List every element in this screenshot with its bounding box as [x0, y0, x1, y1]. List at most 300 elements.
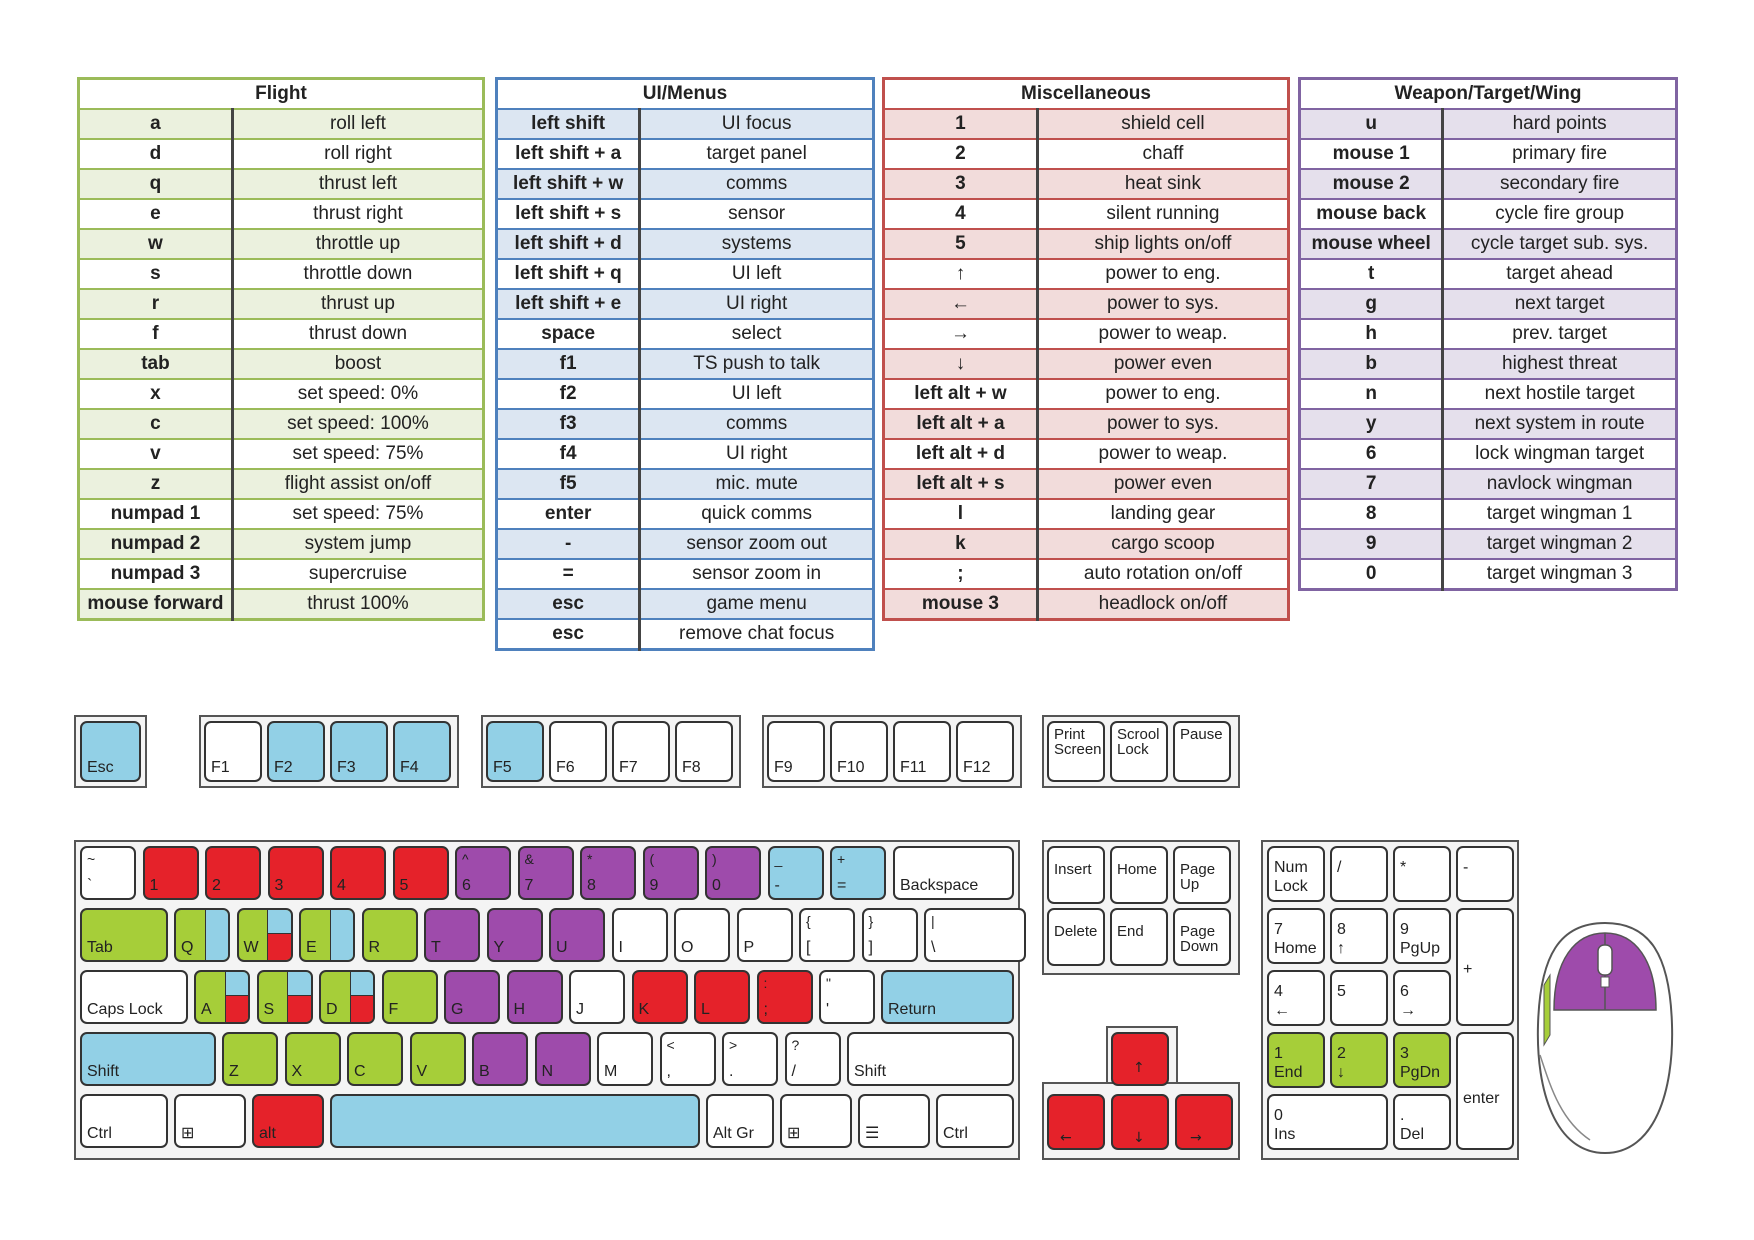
- action-cell: set speed: 75%: [232, 499, 483, 529]
- key-shift-label: Page Down: [1180, 923, 1219, 955]
- table-row: [497, 289, 874, 319]
- table-row: [1300, 439, 1677, 469]
- action-cell: roll left: [232, 109, 483, 139]
- key-shift-label: Insert: [1054, 861, 1092, 878]
- table-row: [1300, 199, 1677, 229]
- action-cell: throttle down: [232, 259, 483, 289]
- key-num-8: [1330, 908, 1388, 964]
- table-row: [1300, 139, 1677, 169]
- table-row: [497, 199, 874, 229]
- key-cell: left shift + a: [497, 139, 640, 169]
- table-row: [884, 259, 1289, 289]
- key-label: Caps Lock: [87, 1001, 163, 1018]
- table-row: [497, 109, 874, 139]
- key-shift-label: 3 PgDn: [1400, 1045, 1441, 1081]
- key-menu-icon: [858, 1094, 930, 1148]
- key-f8: [675, 721, 733, 782]
- flight-table-title: Flight: [79, 79, 484, 110]
- key-K: [632, 970, 688, 1024]
- key-cell: left alt + s: [884, 469, 1038, 499]
- key-cell: mouse 1: [1300, 139, 1443, 169]
- key-label: S: [263, 1001, 275, 1018]
- table-row: [1300, 259, 1677, 289]
- key-cell: 0: [1300, 559, 1443, 590]
- action-cell: thrust up: [232, 289, 483, 319]
- key-label: H: [513, 1001, 526, 1018]
- key-shift-label: 6 →: [1400, 983, 1416, 1019]
- key-cell: c: [79, 409, 233, 439]
- action-cell: flight assist on/off: [232, 469, 483, 499]
- key-cell: a: [79, 109, 233, 139]
- key-arrow-up: [1111, 1032, 1169, 1086]
- table-row: [884, 469, 1289, 499]
- key-label: Ctrl: [943, 1125, 968, 1142]
- table-row: [1300, 529, 1677, 559]
- key-nav-4: [1110, 908, 1168, 966]
- key-cell: =: [497, 559, 640, 589]
- action-cell: power even: [1037, 469, 1288, 499]
- key--: [768, 846, 824, 900]
- key-sys-0: [1047, 721, 1105, 782]
- key-label: Shift: [854, 1063, 887, 1080]
- key-label: 0: [712, 877, 721, 894]
- action-cell: thrust 100%: [232, 589, 483, 620]
- key-label: N: [541, 1063, 554, 1080]
- action-cell: select: [640, 319, 874, 349]
- key-E: [299, 908, 355, 962]
- key-L: [694, 970, 750, 1024]
- table-row: [884, 169, 1289, 199]
- action-cell: hard points: [1443, 109, 1677, 139]
- key-label: F11: [900, 759, 927, 776]
- table-row: [79, 439, 484, 469]
- action-cell: sensor zoom in: [640, 559, 874, 589]
- table-row: [497, 529, 874, 559]
- key-cell: left alt + a: [884, 409, 1038, 439]
- key-label: F6: [556, 759, 575, 776]
- table-row: [497, 259, 874, 289]
- key-M: [597, 1032, 653, 1086]
- key-shift-label: enter: [1463, 1090, 1500, 1107]
- key-shift-label: 5: [1337, 983, 1346, 1000]
- table-row: [497, 619, 874, 650]
- table-row: [79, 229, 484, 259]
- key-cell: t: [1300, 259, 1443, 289]
- key-label: -: [774, 877, 780, 894]
- action-cell: next hostile target: [1443, 379, 1677, 409]
- key-label: C: [354, 1063, 366, 1080]
- key-cell: l: [884, 499, 1038, 529]
- key-cell: w: [79, 229, 233, 259]
- table-row: [884, 229, 1289, 259]
- key-shift-label: (: [649, 851, 655, 867]
- key-cell: n: [1300, 379, 1443, 409]
- key-arrow-right: [1175, 1094, 1233, 1150]
- key-label: 4: [337, 877, 346, 894]
- key-shift-label: ): [712, 851, 717, 867]
- key-cell: f: [79, 319, 233, 349]
- key-cell: left shift + e: [497, 289, 640, 319]
- key-O: [674, 908, 730, 962]
- table-row: [1300, 499, 1677, 529]
- key-cell: f1: [497, 349, 640, 379]
- key-label: Esc: [87, 759, 114, 776]
- key-backspace: [893, 846, 1014, 900]
- key-label: T: [431, 939, 441, 956]
- key-label: Return: [888, 1001, 937, 1018]
- key-f11: [893, 721, 951, 782]
- key-Y: [487, 908, 543, 962]
- key-f3: [330, 721, 388, 782]
- action-cell: heat sink: [1037, 169, 1288, 199]
- flight-table: [77, 77, 485, 621]
- key-W: [237, 908, 293, 962]
- key-cell: f4: [497, 439, 640, 469]
- arrow-glyph: →: [1190, 1130, 1202, 1146]
- key-f6: [549, 721, 607, 782]
- key-label: Z: [229, 1063, 239, 1080]
- key-label: Shift: [87, 1063, 120, 1080]
- key-shift-label: }: [868, 913, 874, 929]
- action-cell: TS push to talk: [640, 349, 874, 379]
- key-shift-label: |: [931, 913, 935, 929]
- action-cell: mic. mute: [640, 469, 874, 499]
- action-cell: set speed: 75%: [232, 439, 483, 469]
- weapon-target-wing-table: [1298, 77, 1678, 591]
- key-shift-label: +: [837, 851, 846, 867]
- key-cell: mouse wheel: [1300, 229, 1443, 259]
- action-cell: thrust right: [232, 199, 483, 229]
- key-label: F7: [619, 759, 638, 776]
- table-row: [884, 199, 1289, 229]
- key-label: Backspace: [900, 877, 979, 894]
- action-cell: navlock wingman: [1443, 469, 1677, 499]
- key-windows-icon: [174, 1094, 246, 1148]
- key-nav-1: [1110, 846, 1168, 904]
- key-shift-label: Scrool Lock: [1117, 726, 1160, 758]
- table-row: [497, 559, 874, 589]
- key-cell: r: [79, 289, 233, 319]
- action-cell: systems: [640, 229, 874, 259]
- action-cell: set speed: 0%: [232, 379, 483, 409]
- key-8: [580, 846, 636, 900]
- table-row: [497, 409, 874, 439]
- key-label: P: [743, 939, 755, 956]
- key-cell: ;: [884, 559, 1038, 589]
- key-cell: ↓: [884, 349, 1038, 379]
- key-shift-label: -: [1463, 859, 1469, 876]
- key-label: F: [388, 1001, 399, 1018]
- action-cell: next system in route: [1443, 409, 1677, 439]
- key-;: [757, 970, 813, 1024]
- key-2: [205, 846, 261, 900]
- key-label: `: [87, 877, 93, 894]
- action-cell: throttle up: [232, 229, 483, 259]
- key-nav-3: [1047, 908, 1105, 966]
- key-f5: [486, 721, 544, 782]
- key-cell: mouse 3: [884, 589, 1038, 620]
- key-cell: 8: [1300, 499, 1443, 529]
- action-cell: shield cell: [1037, 109, 1288, 139]
- action-cell: landing gear: [1037, 499, 1288, 529]
- key-label: 3: [274, 877, 284, 894]
- key-cell: g: [1300, 289, 1443, 319]
- action-cell: sensor: [640, 199, 874, 229]
- table-row: [1300, 409, 1677, 439]
- key-sys-1: [1110, 721, 1168, 782]
- key-1: [143, 846, 199, 900]
- action-cell: quick comms: [640, 499, 874, 529]
- key-label: 1: [149, 877, 159, 894]
- key-cell: 2: [884, 139, 1038, 169]
- action-cell: lock wingman target: [1443, 439, 1677, 469]
- key-f7: [612, 721, 670, 782]
- key-cell: 1: [884, 109, 1038, 139]
- key-label: F3: [337, 759, 356, 776]
- key-caps-lock: [80, 970, 188, 1024]
- action-cell: power to sys.: [1037, 409, 1288, 439]
- key-cell: →: [884, 319, 1038, 349]
- key-U: [549, 908, 605, 962]
- key-3: [268, 846, 324, 900]
- key-0: [705, 846, 761, 900]
- key-F: [382, 970, 438, 1024]
- key-shift-label: 9 PgUp: [1400, 921, 1441, 957]
- key-shift-label: 2 ↓: [1337, 1045, 1346, 1081]
- table-row: [79, 319, 484, 349]
- key-cell: x: [79, 379, 233, 409]
- key-label: ☰: [865, 1125, 880, 1142]
- key-cell: left shift + d: [497, 229, 640, 259]
- action-cell: power to eng.: [1037, 259, 1288, 289]
- table-row: [497, 499, 874, 529]
- key-num-3: [1393, 1032, 1451, 1088]
- key-label: ;: [763, 1001, 768, 1018]
- weapon-target-wing-table-title: Weapon/Target/Wing: [1300, 79, 1677, 110]
- key-num-0: [1267, 1094, 1388, 1150]
- table-row: [1300, 379, 1677, 409]
- action-cell: headlock on/off: [1037, 589, 1288, 620]
- key-label: 2: [212, 877, 221, 894]
- key-shift-label: Print Screen: [1054, 726, 1102, 758]
- key-right-ctrl: [936, 1094, 1014, 1148]
- key-label: alt: [259, 1125, 276, 1142]
- key-label: Y: [493, 939, 505, 956]
- key-cell: mouse 2: [1300, 169, 1443, 199]
- key-label: F9: [774, 759, 793, 776]
- table-row: [497, 349, 874, 379]
- action-cell: UI right: [640, 439, 874, 469]
- key-label: ⊞: [181, 1125, 195, 1142]
- key-shift-label: . Del: [1400, 1107, 1425, 1143]
- key-shift-label: ^: [462, 851, 469, 867]
- action-cell: target ahead: [1443, 259, 1677, 289]
- key-label: I: [618, 939, 623, 956]
- key-label: Tab: [87, 939, 113, 956]
- ui-menus-table: [495, 77, 875, 651]
- action-cell: comms: [640, 409, 874, 439]
- key-label: 5: [399, 877, 409, 894]
- table-row: [884, 529, 1289, 559]
- key-shift-label: *: [587, 851, 593, 867]
- key-cell: s: [79, 259, 233, 289]
- key-shift-label: Pause: [1180, 726, 1223, 743]
- table-row: [1300, 289, 1677, 319]
- action-cell: cycle target sub. sys.: [1443, 229, 1677, 259]
- key-windows-right-icon: [780, 1094, 852, 1148]
- arrow-glyph: ↑: [1133, 1060, 1145, 1076]
- key-.: [722, 1032, 778, 1086]
- table-row: [884, 139, 1289, 169]
- key-label: ⊞: [787, 1125, 801, 1142]
- key-label: 7: [524, 877, 534, 894]
- key-f4: [393, 721, 451, 782]
- key-nav-2: [1173, 846, 1231, 904]
- key-alt-gr: [706, 1094, 774, 1148]
- key-cell: 3: [884, 169, 1038, 199]
- action-cell: power even: [1037, 349, 1288, 379]
- key-S: [257, 970, 313, 1024]
- key-label: G: [451, 1001, 464, 1018]
- key-label: .: [729, 1063, 734, 1080]
- action-cell: target wingman 2: [1443, 529, 1677, 559]
- key-shift-label: *: [1400, 859, 1407, 876]
- key-f9: [767, 721, 825, 782]
- key-cell: f3: [497, 409, 640, 439]
- key-label: 9: [649, 877, 659, 894]
- key-shift-label: ": [826, 975, 831, 991]
- key-cell: mouse back: [1300, 199, 1443, 229]
- arrow-glyph: ↓: [1133, 1130, 1145, 1146]
- table-row: [497, 379, 874, 409]
- key-cell: q: [79, 169, 233, 199]
- key-G: [444, 970, 500, 1024]
- key-D: [319, 970, 375, 1024]
- key-cell: y: [1300, 409, 1443, 439]
- action-cell: power to weap.: [1037, 319, 1288, 349]
- table-row: [79, 409, 484, 439]
- table-row: [884, 379, 1289, 409]
- key-9: [643, 846, 699, 900]
- key-label: O: [681, 939, 694, 956]
- action-cell: game menu: [640, 589, 874, 619]
- key-label: Alt Gr: [713, 1125, 754, 1142]
- key-shift-label: 1 End: [1274, 1045, 1303, 1081]
- key-cell: left alt + w: [884, 379, 1038, 409]
- key-num-minus: [1456, 846, 1514, 902]
- key-cell: numpad 2: [79, 529, 233, 559]
- key-J: [569, 970, 625, 1024]
- key-Z: [222, 1032, 278, 1086]
- key-shift-label: Home: [1117, 861, 1158, 878]
- action-cell: UI left: [640, 379, 874, 409]
- key-label: V: [416, 1063, 428, 1080]
- mouse-icon: [1530, 915, 1680, 1160]
- action-cell: supercruise: [232, 559, 483, 589]
- action-cell: power to weap.: [1037, 439, 1288, 469]
- key-cell: d: [79, 139, 233, 169]
- key-label: 8: [587, 877, 596, 894]
- key-label: ,: [666, 1063, 671, 1080]
- key-tab: [80, 908, 168, 962]
- key-shift-label: {: [806, 913, 811, 929]
- key-cell: left shift + s: [497, 199, 640, 229]
- key-cell: esc: [497, 619, 640, 650]
- table-row: [497, 139, 874, 169]
- key-label: J: [576, 1001, 584, 1018]
- action-cell: target panel: [640, 139, 874, 169]
- action-cell: power to eng.: [1037, 379, 1288, 409]
- key-,: [660, 1032, 716, 1086]
- key-label: F5: [493, 759, 512, 776]
- action-cell: silent running: [1037, 199, 1288, 229]
- key-A: [194, 970, 250, 1024]
- key-[: [799, 908, 855, 962]
- key-cell: tab: [79, 349, 233, 379]
- key-label: [: [806, 939, 811, 956]
- key-label: W: [243, 939, 259, 956]
- action-cell: target wingman 3: [1443, 559, 1677, 590]
- action-cell: highest threat: [1443, 349, 1677, 379]
- key-label: ]: [868, 939, 873, 956]
- table-row: [884, 409, 1289, 439]
- action-cell: ship lights on/off: [1037, 229, 1288, 259]
- action-cell: thrust left: [232, 169, 483, 199]
- key-X: [285, 1032, 341, 1086]
- key-num-enter: [1456, 1032, 1514, 1150]
- key-cell: mouse forward: [79, 589, 233, 620]
- key-shift-label: &: [524, 851, 534, 867]
- key-label: F2: [274, 759, 293, 776]
- action-cell: thrust down: [232, 319, 483, 349]
- key-f10: [830, 721, 888, 782]
- key-arrow-left: [1047, 1094, 1105, 1150]
- table-row: [79, 469, 484, 499]
- table-row: [1300, 109, 1677, 139]
- key-label: F8: [682, 759, 701, 776]
- key-cell: f5: [497, 469, 640, 499]
- key-cell: v: [79, 439, 233, 469]
- action-cell: prev. target: [1443, 319, 1677, 349]
- key-shift-label: ~: [87, 851, 96, 867]
- key-label: Q: [181, 939, 194, 956]
- key-cell: u: [1300, 109, 1443, 139]
- action-cell: UI right: [640, 289, 874, 319]
- table-row: [1300, 319, 1677, 349]
- table-row: [1300, 469, 1677, 499]
- key-H: [507, 970, 563, 1024]
- key-cell: z: [79, 469, 233, 499]
- key-cell: enter: [497, 499, 640, 529]
- table-row: [1300, 559, 1677, 590]
- key-f12: [956, 721, 1014, 782]
- key-label: L: [701, 1001, 710, 1018]
- key-label: B: [479, 1063, 490, 1080]
- key-label: D: [326, 1001, 338, 1018]
- key-shift-label: 4 ←: [1274, 983, 1290, 1019]
- action-cell: power to sys.: [1037, 289, 1288, 319]
- key-num-7: [1267, 908, 1325, 964]
- key-\: [924, 908, 1026, 962]
- key-cell: left alt + d: [884, 439, 1038, 469]
- table-row: [79, 139, 484, 169]
- key-num-5: [1330, 970, 1388, 1026]
- table-row: [79, 289, 484, 319]
- key-num-2: [1330, 1032, 1388, 1088]
- action-cell: sensor zoom out: [640, 529, 874, 559]
- miscellaneous-table-title: Miscellaneous: [884, 79, 1289, 110]
- key-nav-5: [1173, 908, 1231, 966]
